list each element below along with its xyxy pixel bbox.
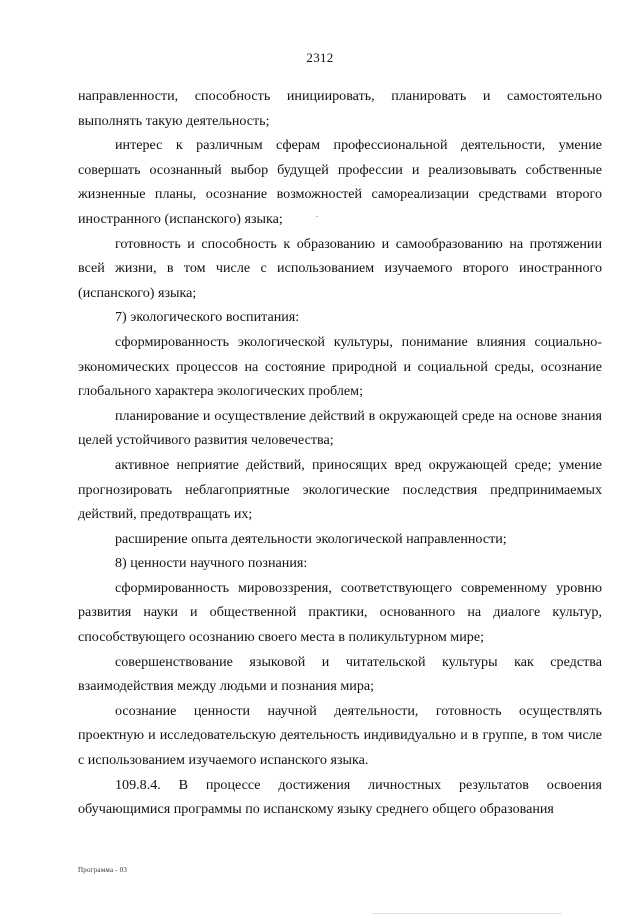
page-footer: Программа - 03	[78, 866, 128, 874]
paragraph-8: расширение опыта деятельности экологической направленности;	[115, 530, 507, 547]
section-heading-ecological: 7) экологического воспитания:	[115, 309, 300, 326]
document-body	[78, 84, 602, 822]
scan-edge-line	[372, 913, 562, 914]
paragraph-10: сформированность мировоззрения, соответствующего современному уровню развития науки и общественной практики, основанного на диалоге культур, способствующего осознанию своего места в поликультурном мире;	[78, 579, 602, 646]
paragraph-6: планирование и осуществление действий в окружающей среде на основе знания целей устойчивого развития человечества;	[78, 407, 602, 449]
paragraph-2: интерес к различным сферам профессиональной деятельности, умение совершать осознанный выбор будущей профессии и реализовывать собственные жизненные планы, осознание возможностей самореализации средствами второго иностранного (испанского) языка;	[78, 137, 602, 227]
paragraph-5: сформированность экологической культуры, понимание влияния социально-экономических процессов на состояние природной и социальной среды, осознание глобального характера экологических проблем;	[78, 333, 602, 400]
paragraph-1: направленности, способность инициировать, планировать и самостоятельно выполнять такую деятельность;	[78, 88, 602, 129]
paragraph-13: 109.8.4. В процессе достижения личностных результатов освоения обучающимися программы по испанскому языку среднего общего образования	[78, 776, 602, 818]
paragraph-3: готовность и способность к образованию и самообразованию на протяжении всей жизни, в том числе с использованием изучаемого второго иностранного (испанского) языка;	[78, 235, 602, 301]
paragraph-7: активное неприятие действий, приносящих вред окружающей среде; умение прогнозировать неблагоприятные экологические последствия предпринимаемых действий, предотвращать их;	[78, 456, 602, 523]
paragraph-11: совершенствование языковой и читательской культуры как средства взаимодействия между людьми и познания мира;	[78, 653, 602, 695]
section-heading-scientific: 8) ценности научного познания:	[115, 555, 308, 572]
page-number: 2312	[306, 50, 334, 65]
scan-speck	[316, 216, 318, 217]
paragraph-12: осознание ценности научной деятельности, готовность осуществлять проектную и исследовательскую деятельность индивидуально и в группе, в том числе с использованием изучаемого испанского языка.	[78, 702, 602, 769]
